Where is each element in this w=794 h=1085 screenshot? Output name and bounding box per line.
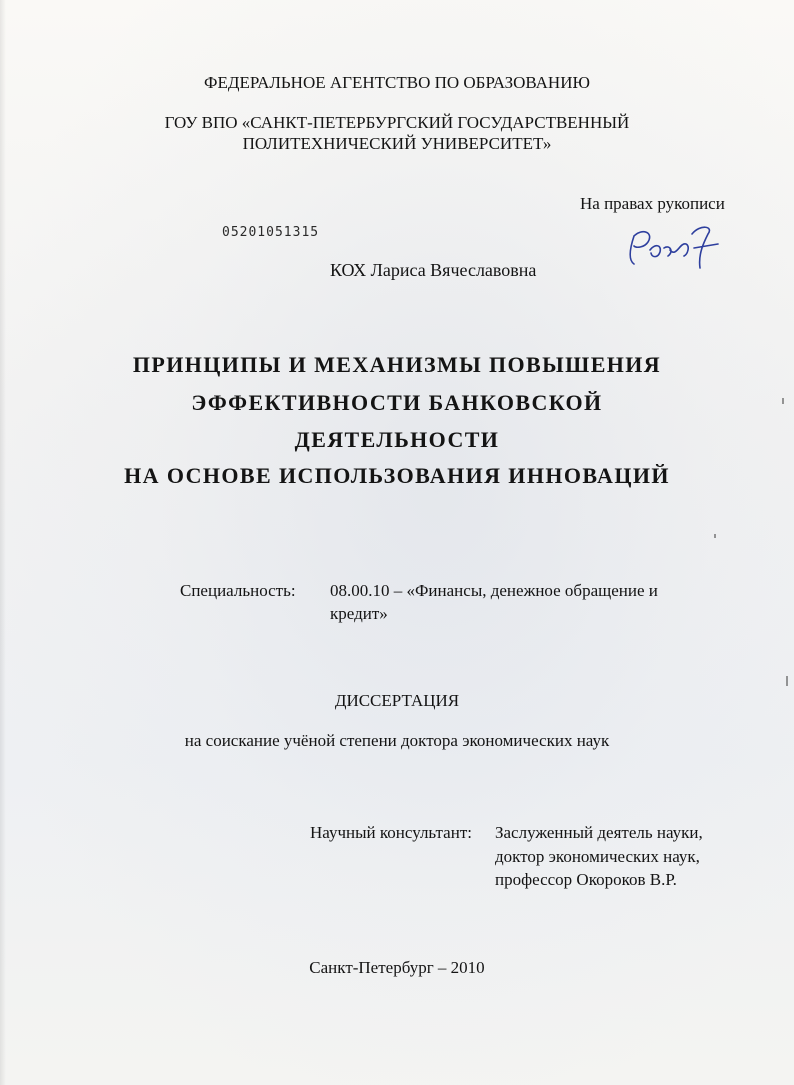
author-name: КОХ Лариса Вячеславовна: [330, 260, 537, 280]
university-name-line2: ПОЛИТЕХНИЧЕСКИЙ УНИВЕРСИТЕТ»: [242, 134, 552, 153]
title-line-2: ЭФФЕКТИВНОСТИ БАНКОВСКОЙ: [191, 390, 603, 415]
consultant-line2: доктор экономических наук,: [495, 847, 700, 866]
title-line-4: НА ОСНОВЕ ИСПОЛЬЗОВАНИЯ ИННОВАЦИЙ: [124, 463, 670, 488]
place-and-year: Санкт-Петербург – 2010: [309, 958, 485, 977]
manuscript-note: На правах рукописи: [580, 194, 725, 213]
consultant-label: Научный консультант:: [310, 823, 472, 842]
scan-speck: [782, 398, 784, 404]
consultant-line3: профессор Окороков В.Р.: [495, 870, 677, 889]
registration-number: 05201051315: [222, 225, 320, 240]
author-signature: [620, 214, 740, 274]
degree-line: на соискание учёной степени доктора экономических наук: [184, 731, 610, 750]
consultant-line1: Заслуженный деятель науки,: [495, 823, 703, 842]
scan-edge-shadow: [0, 0, 6, 1085]
university-name-line1: ГОУ ВПО «САНКТ-ПЕТЕРБУРГСКИЙ ГОСУДАРСТВЕННЫЙ: [164, 113, 630, 132]
specialty-value-line1: 08.00.10 – «Финансы, денежное обращение и: [330, 581, 658, 600]
agency-name: ФЕДЕРАЛЬНОЕ АГЕНТСТВО ПО ОБРАЗОВАНИЮ: [204, 73, 590, 92]
document-type: ДИССЕРТАЦИЯ: [334, 691, 460, 710]
specialty-value-line2: кредит»: [330, 604, 388, 623]
scan-speck: [714, 534, 716, 538]
scan-speck: [786, 676, 788, 686]
title-line-3: ДЕЯТЕЛЬНОСТИ: [294, 427, 500, 452]
specialty-label: Специальность:: [180, 581, 296, 600]
title-line-1: ПРИНЦИПЫ И МЕХАНИЗМЫ ПОВЫШЕНИЯ: [132, 352, 662, 377]
